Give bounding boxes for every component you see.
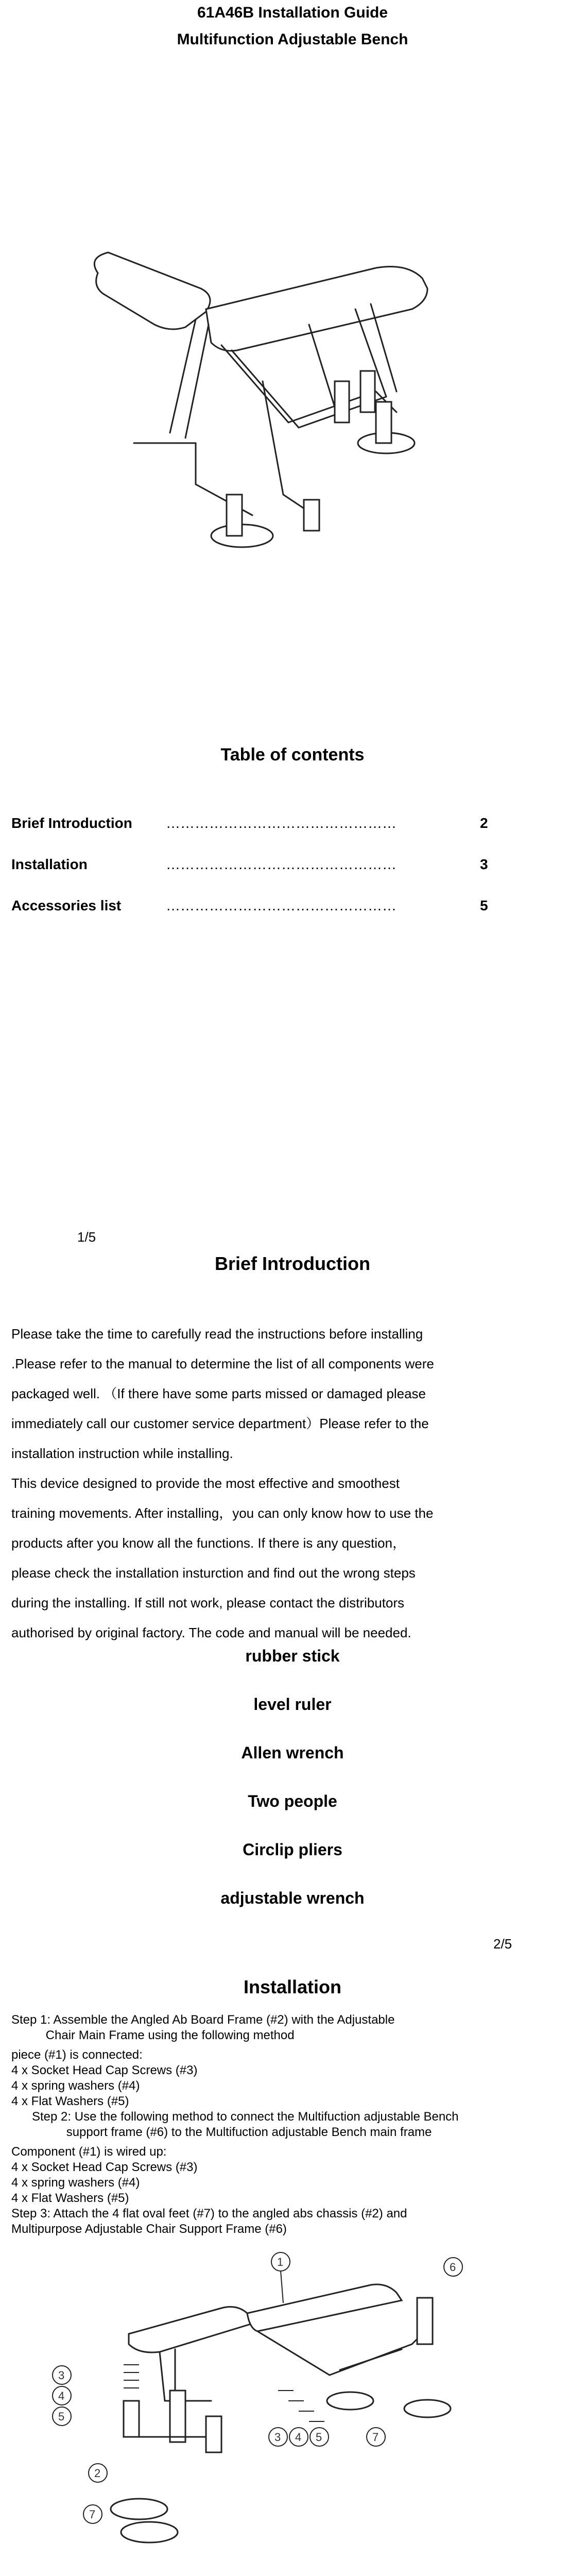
step-line: 4 x Socket Head Cap Screws (#3) bbox=[11, 2160, 198, 2174]
step-line: Multipurpose Adjustable Chair Support Frame (#6) bbox=[11, 2222, 287, 2236]
toc-item-label: Brief Introduction bbox=[11, 815, 132, 831]
toc-item-dots: ………………………………………… bbox=[166, 815, 397, 831]
toc-item-page: 2 bbox=[480, 815, 488, 831]
intro-line: during the installing. If still not work, please contact the distributors bbox=[11, 1595, 405, 1611]
intro-title: Brief Introduction bbox=[215, 1253, 370, 1274]
step-line: Step 2: Use the following method to connect the Multifuction adjustable Bench bbox=[11, 2110, 459, 2124]
callout-2: 2 bbox=[94, 2467, 101, 2480]
intro-line: immediately call our customer service department）Please refer to the bbox=[11, 1416, 429, 1431]
intro-line: packaged well. （If there have some parts missed or damaged please bbox=[11, 1386, 426, 1401]
manual-subtitle: Multifunction Adjustable Bench bbox=[177, 31, 408, 48]
callout-3: 3 bbox=[274, 2431, 281, 2444]
step-line: 4 x Flat Washers (#5) bbox=[11, 2094, 129, 2108]
toc-item-brief-introduction[interactable] bbox=[11, 815, 495, 836]
manual-title: 61A46B Installation Guide bbox=[197, 4, 388, 21]
intro-body bbox=[11, 1319, 578, 1648]
intro-line: Please take the time to carefully read the instructions before installing bbox=[11, 1326, 423, 1342]
intro-line: This device designed to provide the most effective and smoothest bbox=[11, 1476, 400, 1491]
step-line: 4 x Flat Washers (#5) bbox=[11, 2191, 129, 2205]
toc-title: Table of contents bbox=[220, 745, 365, 765]
step-line: 4 x Socket Head Cap Screws (#3) bbox=[11, 2063, 198, 2077]
intro-line: products after you know all the functions. If there is any question， bbox=[11, 1535, 406, 1551]
step-line: Component (#1) is wired up: bbox=[11, 2145, 167, 2159]
exploded-assembly-diagram bbox=[41, 2246, 525, 2545]
tool-item: rubber stick bbox=[245, 1647, 340, 1665]
callout-7: 7 bbox=[89, 2508, 96, 2521]
toc-item-installation[interactable] bbox=[11, 856, 495, 877]
toc-item-label: Accessories list bbox=[11, 897, 122, 913]
callout-7: 7 bbox=[372, 2431, 379, 2444]
step-line: Chair Main Frame using the following method bbox=[11, 2028, 295, 2042]
tool-item: adjustable wrench bbox=[220, 1889, 365, 1907]
toc-item-label: Installation bbox=[11, 856, 88, 872]
tool-item: Circlip pliers bbox=[243, 1840, 342, 1859]
callout-3: 3 bbox=[58, 2369, 65, 2382]
step-line: piece (#1) is connected: bbox=[11, 2048, 143, 2062]
tool-item: level ruler bbox=[253, 1695, 332, 1714]
intro-line: authorised by original factory. The code and manual will be needed. bbox=[11, 1625, 411, 1640]
callout-4: 4 bbox=[295, 2431, 302, 2444]
intro-line: installation instruction while installing. bbox=[11, 1446, 233, 1461]
tool-item: Two people bbox=[248, 1792, 337, 1810]
callout-5: 5 bbox=[58, 2410, 65, 2423]
callout-6: 6 bbox=[450, 2261, 456, 2274]
callout-1: 1 bbox=[277, 2256, 284, 2268]
toc-item-dots: ………………………………………… bbox=[166, 897, 397, 913]
step-line: 4 x spring washers (#4) bbox=[11, 2079, 140, 2093]
toc-item-page: 5 bbox=[480, 897, 488, 913]
callout-4: 4 bbox=[58, 2389, 65, 2402]
page-marker: 1/5 bbox=[77, 1229, 96, 1245]
intro-line: training movements. After installing，you can only know how to use the bbox=[11, 1505, 434, 1521]
step-line: Step 1: Assemble the Angled Ab Board Frame (#2) with the Adjustable bbox=[11, 2013, 395, 2027]
step-line: Step 3: Attach the 4 flat oval feet (#7) to the angled abs chassis (#2) and bbox=[11, 2207, 407, 2221]
toc-item-accessories-list[interactable] bbox=[11, 897, 495, 918]
tool-item: Allen wrench bbox=[241, 1743, 344, 1762]
intro-line: .Please refer to the manual to determine the list of all components were bbox=[11, 1356, 434, 1371]
step-line: 4 x spring washers (#4) bbox=[11, 2176, 140, 2190]
step-line: support frame (#6) to the Multifuction adjustable Bench main frame bbox=[11, 2125, 432, 2139]
bench-cover-illustration bbox=[67, 227, 479, 577]
page-marker: 2/5 bbox=[493, 1936, 512, 1952]
installation-steps bbox=[11, 2012, 578, 2237]
toc-item-page: 3 bbox=[480, 856, 488, 872]
toc-item-dots: ………………………………………… bbox=[166, 856, 397, 872]
intro-line: please check the installation insturction and find out the wrong steps bbox=[11, 1565, 416, 1581]
installation-title: Installation bbox=[243, 1976, 342, 1997]
callout-5: 5 bbox=[316, 2431, 322, 2444]
